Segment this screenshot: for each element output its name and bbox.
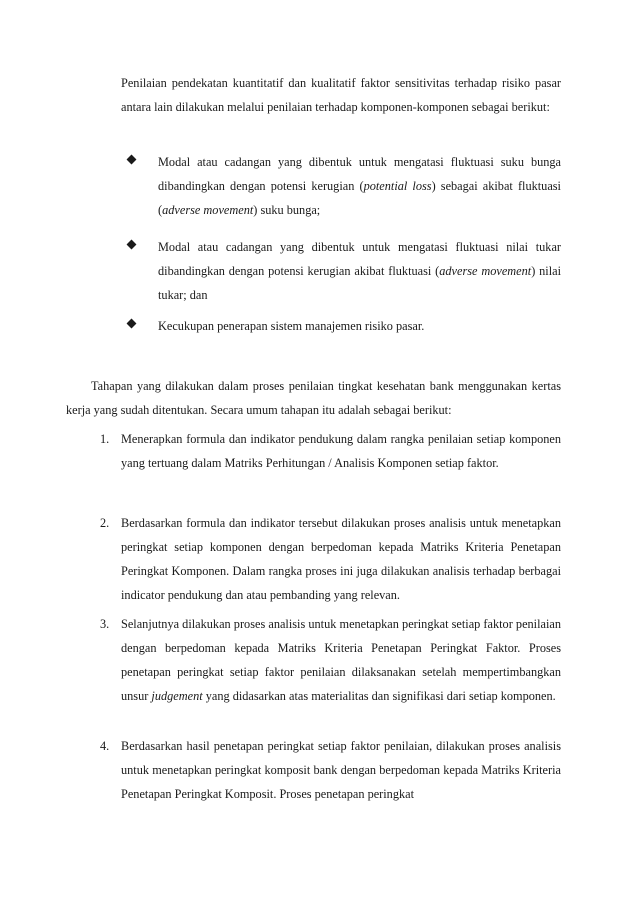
bullet-italic-term: adverse movement [162,203,254,217]
bullet-text [158,235,561,307]
item-text: Menerapkan formula dan indikator pendukung dalam rangka penilaian setiap komponen yang tertuang dalam Matriks Perhitungan / Analisis Komponen setiap faktor. [121,432,561,470]
bullet-text-part: ) nilai tukar; dan [158,264,561,302]
diamond-bullet-icon [127,155,137,165]
bullet-text-part: Kecukupan penerapan sistem manajemen risiko pasar. [158,319,425,333]
diamond-bullet-icon [127,240,137,250]
bullet-text-part: Modal atau cadangan yang dibentuk untuk mengatasi fluktuasi nilai tukar dibandingkan dengan potensi kerugian akibat fluktuasi ( [158,240,561,278]
item-text [121,612,561,708]
bullet-text-part: ) sebagai akibat fluktuasi ( [158,179,561,217]
bullet-text-part: Modal atau cadangan yang dibentuk untuk mengatasi fluktuasi suku bunga dibandingkan dengan potensi kerugian ( [158,155,561,193]
bullet-text [158,314,561,338]
intro-paragraph [121,71,561,119]
steps-intro-paragraph [66,374,561,422]
item-text-part: yang didasarkan atas materialitas dan signifikasi dari setiap komponen. [202,689,556,703]
bullet-italic-term: potential loss [363,179,432,193]
diamond-bullet-icon [127,319,137,329]
item-number: 2. [100,516,110,530]
item-text: Berdasarkan hasil penetapan peringkat setiap faktor penilaian, dilakukan proses analisis untuk menetapkan peringkat komposit bank dengan berpedoman kepada Matriks Kriteria Penetapan Peringkat Komposit. Proses penetapan peringkat [121,739,561,801]
item-number: 3. [100,617,110,631]
item-number: 1. [100,432,110,446]
intro-text: Penilaian pendekatan kuantitatif dan kualitatif faktor sensitivitas terhadap risiko pasar antara lain dilakukan melalui penilaian terhadap komponen-komponen sebagai berikut: [121,76,561,114]
item-text: Berdasarkan formula dan indikator tersebut dilakukan proses analisis untuk menetapkan peringkat setiap komponen dengan berpedoman kepada Matriks Kriteria Penetapan Peringkat Komponen. Dalam rangka proses ini juga dilakukan analisis terhadap berbagai indicator pendukung dan atau pembanding yang relevan. [121,516,561,602]
bullet-text-part: ) suku bunga; [253,203,321,217]
bullet-italic-term: adverse movement [439,264,532,278]
item-italic-term: judgement [151,689,203,703]
item-number: 4. [100,739,110,753]
steps-intro-text: Tahapan yang dilakukan dalam proses penilaian tingkat kesehatan bank menggunakan kertas kerja yang sudah ditentukan. Secara umum tahapan itu adalah sebagai berikut: [66,379,561,417]
item-text-part: Selanjutnya dilakukan proses analisis untuk menetapkan peringkat setiap faktor penilaian dengan berpedoman kepada Matriks Kriteria Penetapan Peringkat Faktor. Proses penetapan peringkat setiap faktor penilaian dilaksanakan setelah mempertimbangkan unsur [121,617,561,703]
bullet-text [158,150,561,222]
